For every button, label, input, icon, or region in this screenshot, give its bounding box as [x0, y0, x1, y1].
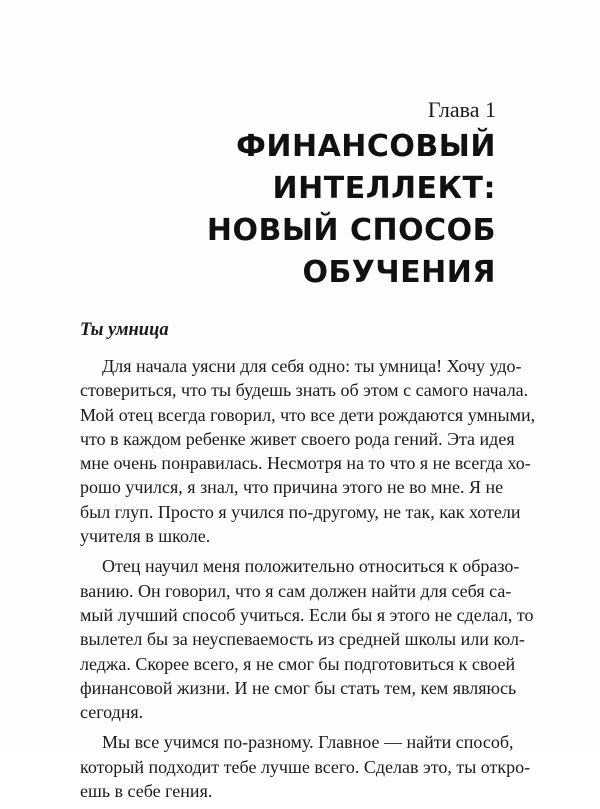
chapter-title-line: НОВЫЙ СПОСОБ [206, 213, 496, 248]
chapter-title-line: ФИНАНСОВЫЙ [236, 129, 496, 164]
body-text [80, 318, 536, 809]
text-line: вылетел бы за неуспеваемость из средней школы или кол- [80, 629, 525, 650]
chapter-title-line: ИНТЕЛЛЕКТ: [272, 171, 496, 206]
text-line: мне очень понравилась. Несмотря на то что я не всегда хо- [80, 453, 531, 474]
text-line: Мой отец всегда говорил, что все дети рождаются умными, [80, 404, 536, 425]
text-line: который подходит тебе лучше всего. Сделав это, ты откро- [80, 756, 531, 777]
text-line: леджа. Скорее всего, я не смог бы подготовиться к своей [80, 653, 516, 674]
chapter-number: Глава 1 [427, 97, 496, 122]
chapter-title [207, 126, 496, 294]
text-line: учителя в школе. [80, 526, 211, 547]
text-line: мый лучший способ учиться. Если бы я этого не сделал, то [80, 604, 534, 625]
text-line: Для начала уясни для себя одно: ты умница! Хочу удо- [102, 356, 522, 376]
chapter-title-line: ОБУЧЕНИЯ [302, 255, 496, 290]
text-line: ванию. Он говорил, что я сам должен найти для себя са- [80, 580, 512, 601]
paragraph-2 [80, 554, 534, 724]
text-line: что в каждом ребенке живет своего рода гений. Эта идея [80, 428, 515, 449]
paragraph-1 [80, 354, 536, 548]
text-line: Мы все учимся по-разному. Главное — найти способ, [102, 732, 514, 753]
text-line: стовериться, что ты будешь знать об этом с самого начала. [80, 380, 529, 401]
text-line: рошо учился, я знал, что причина этого не во мне. Я не [80, 477, 504, 498]
text-line: сегодня. [80, 702, 144, 723]
chapter-header [207, 96, 496, 294]
text-line: Отец научил меня положительно относиться к образо- [102, 556, 520, 577]
section-heading: Ты умница [80, 320, 169, 340]
text-line: был глуп. Просто я учился по-другому, не так, как хотели [80, 501, 521, 522]
text-line: финансовой жизни. И не смог бы стать тем, кем являюсь [80, 677, 517, 698]
text-line: ешь в себе гения. [80, 781, 213, 802]
paragraph-3 [80, 730, 531, 803]
